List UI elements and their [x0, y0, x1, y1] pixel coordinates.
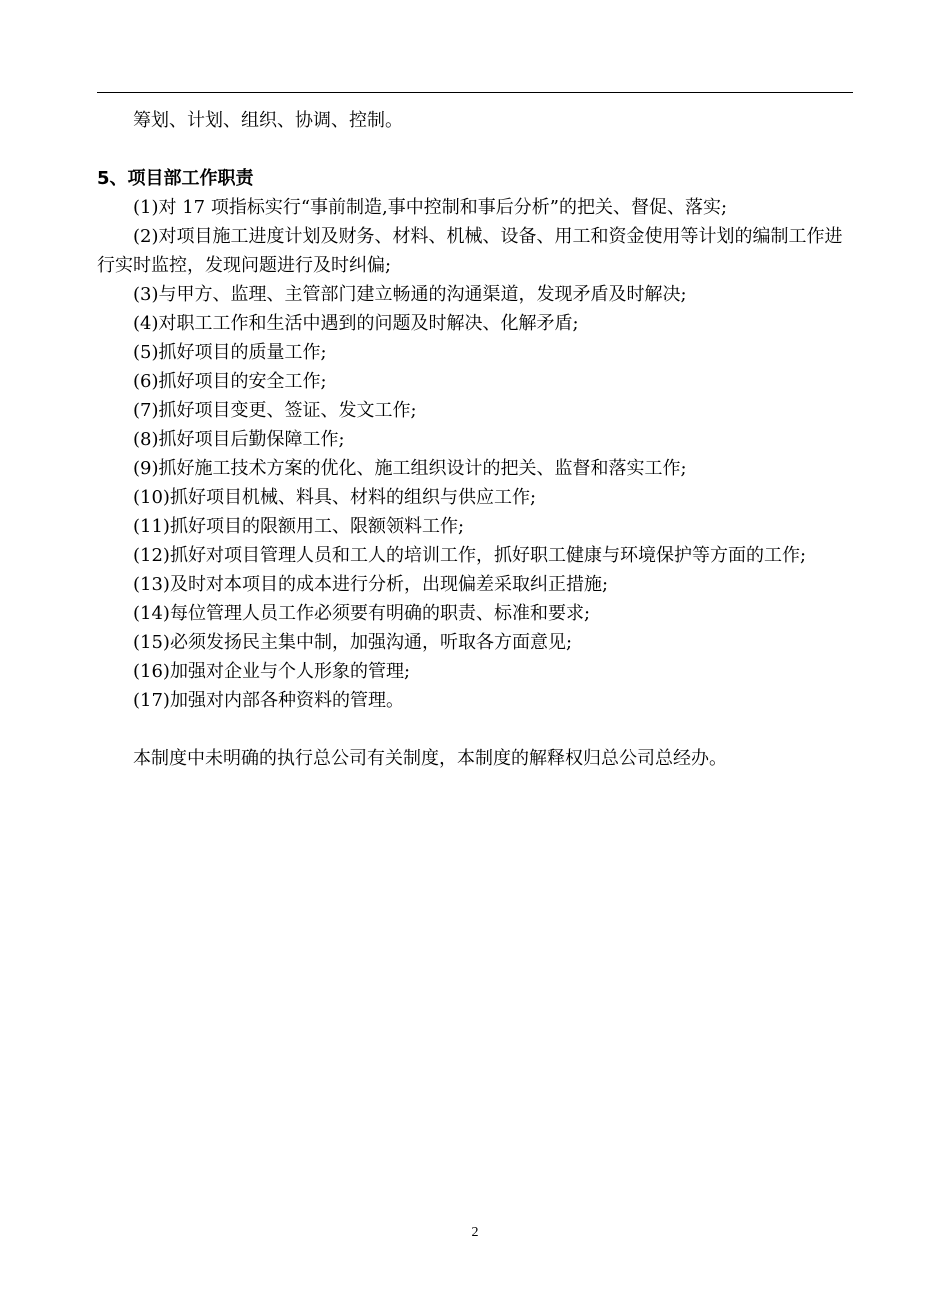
- duty-item: (3)与甲方、监理、主管部门建立畅通的沟通渠道，发现矛盾及时解决;: [133, 284, 687, 305]
- section-title: 5、项目部工作职责: [97, 168, 254, 189]
- duty-item: (8)抓好项目后勤保障工作;: [133, 429, 345, 450]
- duty-item: (17)加强对内部各种资料的管理。: [133, 690, 404, 711]
- duty-item: (2)对项目施工进度计划及财务、材料、机械、设备、用工和资金使用等计划的编制工作进行实时监控，发现问题进行及时纠偏;: [97, 226, 843, 276]
- duty-item: (4)对职工工作和生活中遇到的问题及时解决、化解矛盾;: [133, 313, 579, 334]
- duty-item: (6)抓好项目的安全工作;: [133, 371, 327, 392]
- intro-line: 筹划、计划、组织、协调、控制。: [133, 110, 403, 131]
- duty-item: (15)必须发扬民主集中制，加强沟通，听取各方面意见;: [133, 632, 573, 653]
- duty-item: (7)抓好项目变更、签证、发文工作;: [133, 400, 417, 421]
- duty-item: (14)每位管理人员工作必须要有明确的职责、标准和要求;: [133, 603, 591, 624]
- paragraph-spacer: [97, 135, 853, 164]
- duty-item: (13)及时对本项目的成本进行分析，出现偏差采取纠正措施;: [133, 574, 609, 595]
- duty-item: (9)抓好施工技术方案的优化、施工组织设计的把关、监督和落实工作;: [133, 458, 687, 479]
- duty-item: (5)抓好项目的质量工作;: [133, 342, 327, 363]
- duty-item: (12)抓好对项目管理人员和工人的培训工作，抓好职工健康与环境保护等方面的工作;: [133, 545, 807, 566]
- page-number: 2: [471, 1225, 479, 1240]
- closing-statement: 本制度中未明确的执行总公司有关制度，本制度的解释权归总公司总经办。: [133, 748, 727, 769]
- duty-list: [97, 193, 853, 715]
- document-body: [97, 106, 853, 773]
- duty-item: (1)对 17 项指标实行“事前制造,事中控制和事后分析”的把关、督促、落实;: [133, 197, 728, 218]
- duty-item: (10)抓好项目机械、料具、材料的组织与供应工作;: [133, 487, 537, 508]
- header-rule: [97, 92, 853, 93]
- duty-item: (16)加强对企业与个人形象的管理;: [133, 661, 411, 682]
- duty-item: (11)抓好项目的限额用工、限额领料工作;: [133, 516, 465, 537]
- paragraph-spacer: [97, 715, 853, 744]
